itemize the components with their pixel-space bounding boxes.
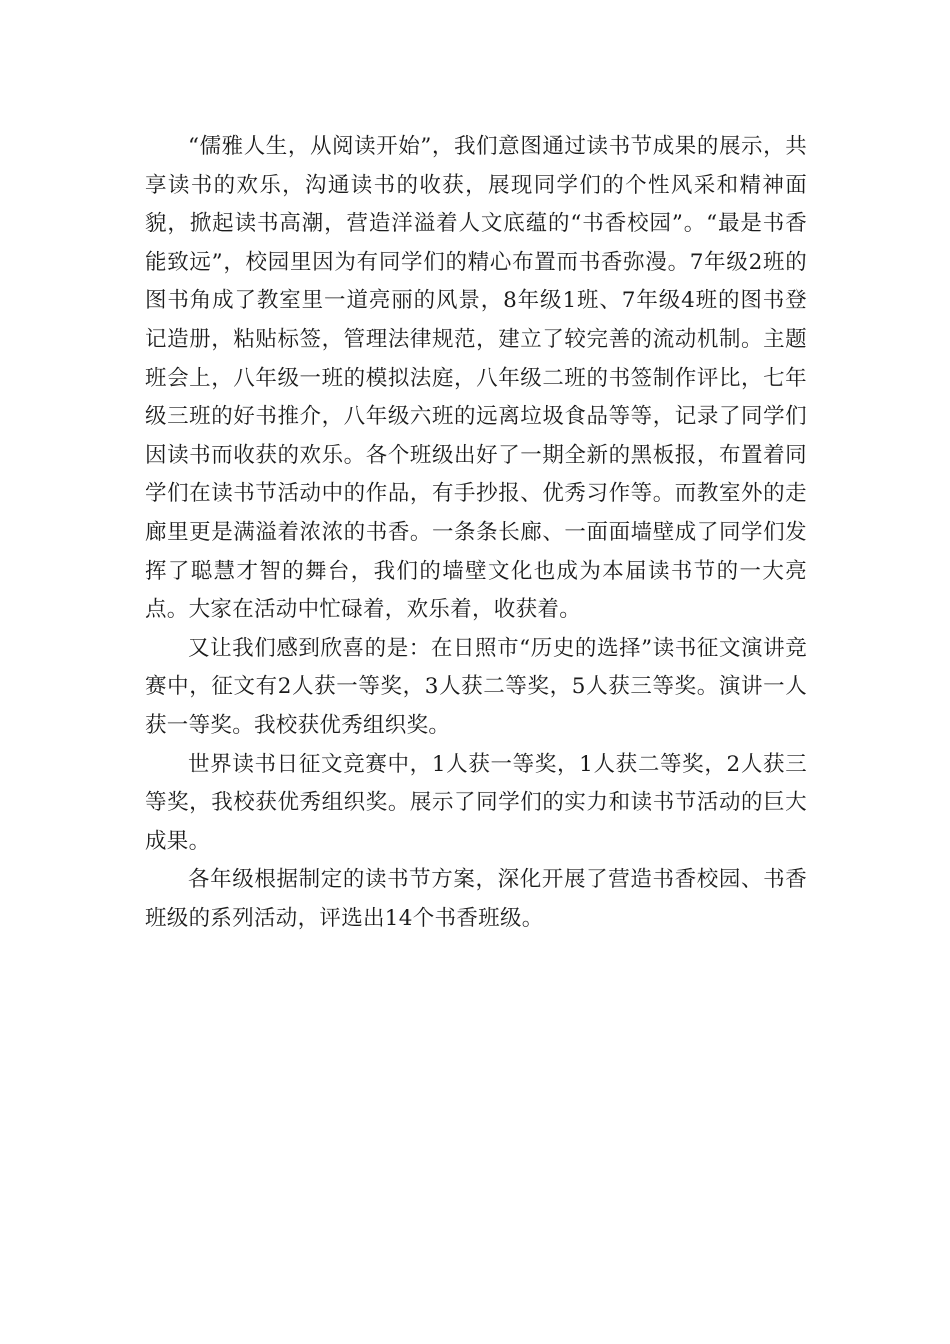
paragraph-book-fragrance-classes: 各年级根据制定的读书节方案，深化开展了营造书香校园、书香班级的系列活动，评选出14个书香班级。 [145, 867, 807, 931]
paragraph-world-book-day-awards: 世界读书日征文竞赛中，1人获一等奖，1人获二等奖，2人获三等奖，我校获优秀组织奖。展示了同学们的实力和读书节活动的巨大成果。 [145, 751, 807, 854]
paragraph-rizhao-competition-awards: 又让我们感到欣喜的是：在日照市“历史的选择”读书征文演讲竞赛中，征文有2人获一等奖，3人获二等奖，5人获三等奖。演讲一人获一等奖。我校获优秀组织奖。 [145, 635, 807, 738]
document-body [145, 128, 807, 938]
paragraph-reading-festival-overview: “儒雅人生，从阅读开始”，我们意图通过读书节成果的展示，共享读书的欢乐，沟通读书的收获，展现同学们的个性风采和精神面貌，掀起读书高潮，营造洋溢着人文底蕴的“书香校园”。“最是书香能致远”，校园里因为有同学们的精心布置而书香弥漫。7年级2班的图书角成了教室里一道亮丽的风景，8年级1班、7年级4班的图书登记造册，粘贴标签，管理法律规范，建立了较完善的流动机制。主题班会上，八年级一班的模拟法庭，八年级二班的书签制作评比，七年级三班的好书推介，八年级六班的远离垃圾食品等等，记录了同学们因读书而收获的欢乐。各个班级出好了一期全新的黑板报，布置着同学们在读书节活动中的作品，有手抄报、优秀习作等。而教室外的走廊里更是满溢着浓浓的书香。一条条长廊、一面面墙壁成了同学们发挥了聪慧才智的舞台，我们的墙壁文化也成为本届读书节的一大亮点。大家在活动中忙碌着，欢乐着，收获着。 [145, 134, 807, 623]
